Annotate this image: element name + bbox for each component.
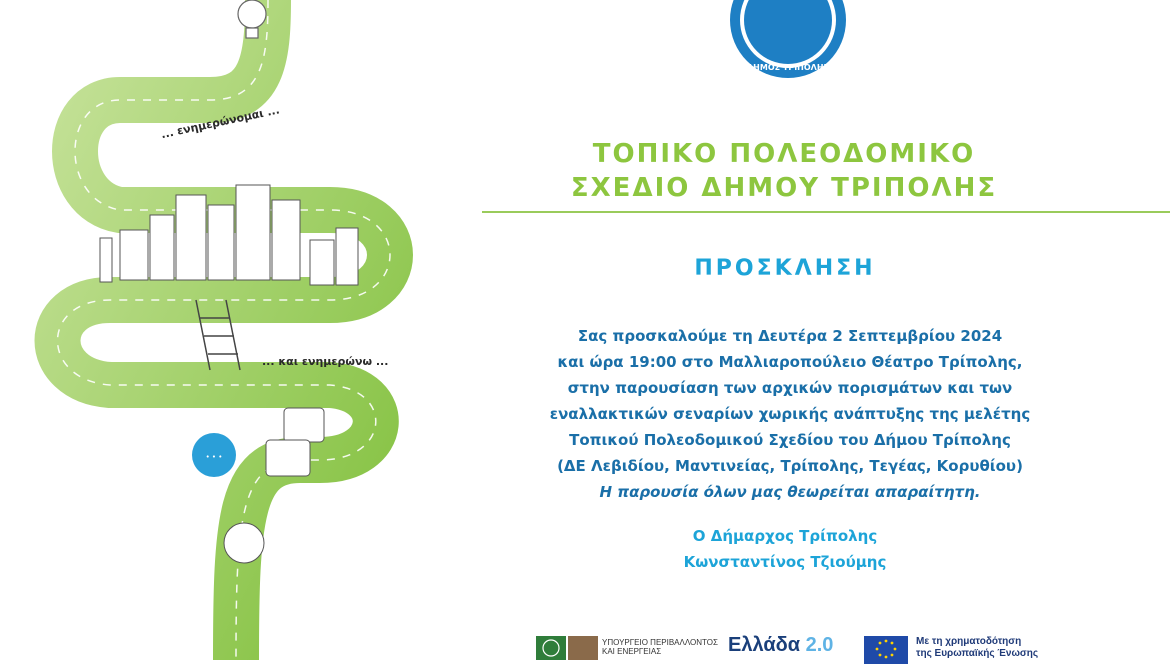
divider xyxy=(482,211,1170,213)
svg-text:• • •: • • • xyxy=(205,453,223,461)
municipality-logo xyxy=(726,0,850,82)
body-line: Τοπικού Πολεοδομικού Σχεδίου του Δήμου Τρίπολης xyxy=(569,431,1011,449)
speech-bubble-blue-icon xyxy=(192,433,236,477)
eu-funding-text: Με τη χρηματοδότηση της Ευρωπαϊκής Ένωσης xyxy=(916,636,1039,659)
signature-role: Ο Δήμαρχος Τρίπολης xyxy=(692,527,878,545)
signature-name: Κωνσταντίνος Τζιούμης xyxy=(683,553,887,571)
greece-2-logo: Ελλάδα 2.0 xyxy=(728,634,834,656)
body-line: (ΔΕ Λεβιδίου, Μαντινείας, Τρίπολης, Τεγέας, Κορυθίου) xyxy=(557,457,1023,475)
footer-logos xyxy=(530,632,1170,660)
svg-text:ΔΗΜΟΣ ΤΡΙΠΟΛΗΣ: ΔΗΜΟΣ ΤΡΙΠΟΛΗΣ xyxy=(746,63,830,72)
caption-bottom: ... και ενημερώνω ... xyxy=(262,355,389,368)
ministry-logo xyxy=(536,636,598,660)
body-line: και ώρα 19:00 στο Μαλλιαροπούλειο Θέατρο Τρίπολης, xyxy=(557,353,1023,371)
emphasis-line: Η παρουσία όλων μας θεωρείται απαραίτητη. xyxy=(599,483,981,501)
invitation-body xyxy=(490,323,1090,505)
road-illustration xyxy=(0,0,470,660)
heading-line-1: ΤΟΠΙΚΟ ΠΟΛΕΟΔΟΜΙΚΟ xyxy=(592,139,976,169)
ministry-text: ΥΠΟΥΡΓΕΙΟ ΠΕΡΙΒΑΛΛΟΝΤΟΣ ΚΑΙ ΕΝΕΡΓΕΙΑΣ xyxy=(602,638,718,656)
body-line: στην παρουσίαση των αρχικών πορισμάτων και των xyxy=(567,379,1013,397)
body-line: Σας προσκαλούμε τη Δευτέρα 2 Σεπτεμβρίου 2024 xyxy=(577,327,1003,345)
caption-top: ... ενημερώνομαι ... xyxy=(159,103,281,142)
heading-line-2: ΣΧΕΔΙΟ ΔΗΜΟΥ ΤΡΙΠΟΛΗΣ xyxy=(570,173,998,203)
body-line: εναλλακτικών σεναρίων χωρικής ανάπτυξης της μελέτης xyxy=(549,405,1031,423)
invitation-title: ΠΡΟΣΚΛΗΣΗ xyxy=(694,256,876,281)
